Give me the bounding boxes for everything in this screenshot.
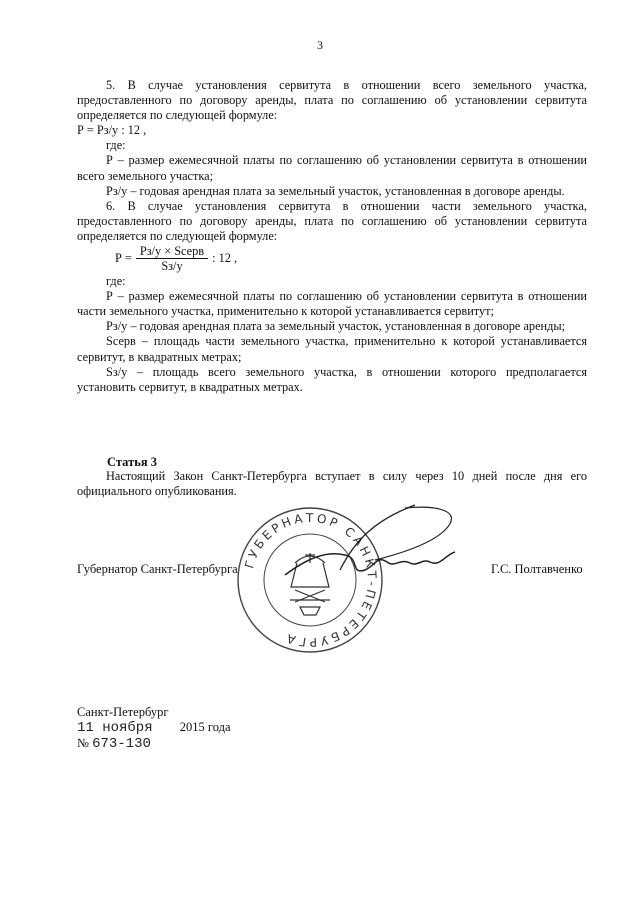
place-of-signing: Санкт-Петербург xyxy=(77,705,169,719)
clause-6-def-rzu: Рз/у – годовая арендная плата за земельный участок, установленная в договоре аренды; xyxy=(106,319,566,334)
clause-5-def-p: Р – размер ежемесячной платы по соглашению об установлении сервитута в отношении всего земельного участка; xyxy=(77,153,587,183)
law-number xyxy=(77,736,151,752)
clause-5-text: 5. В случае установления сервитута в отношении всего земельного участка, предоставленного по договору аренды, плата по соглашению об установлении сервитута определяется по следующей формуле: xyxy=(77,78,587,123)
clause-6-def-szu: Sз/у – площадь всего земельного участка, в отношении которого предполагается установить сервитут, в квадратных метрах. xyxy=(77,364,587,394)
article-3-text xyxy=(77,469,587,499)
clause-5-where: где: xyxy=(106,138,126,153)
main-text xyxy=(77,78,587,395)
signatory-position: Губернатор Санкт-Петербурга xyxy=(77,562,238,576)
article-3-body: Настоящий Закон Санкт-Петербурга вступает в силу через 10 дней после дня его официального опубликования. xyxy=(77,469,587,499)
formula-tail: : 12 , xyxy=(212,251,238,266)
date-day-month: 11 ноября xyxy=(77,720,153,736)
signing-date xyxy=(77,720,231,736)
clause-6-formula xyxy=(115,244,587,274)
page-number: 3 xyxy=(317,38,323,52)
clause-6-text: 6. В случае установления сервитута в отношении части земельного участка, предоставленного по договору аренды, плата по соглашению об установлении сервитута определяется по следующей формуле: xyxy=(77,198,587,243)
handwritten-signature-icon xyxy=(265,500,475,600)
clause-6-where: где: xyxy=(106,274,126,289)
svg-text:ГУБЕРНАТОР САНКТ-ПЕТЕРБУРГА: ГУБЕРНАТОР САНКТ-ПЕТЕРБУРГА xyxy=(242,510,380,650)
formula-numerator: Рз/у × Sсерв xyxy=(136,245,208,259)
clause-6-def-p: Р – размер ежемесячной платы по соглашению об установлении сервитута в отношении части земельного участка, применительно к которой устанавливается сервитут; xyxy=(77,289,587,319)
number-prefix: № xyxy=(77,736,89,750)
clause-5-def-rzu: Рз/у – годовая арендная плата за земельный участок, установленная в договоре аренды. xyxy=(106,183,565,198)
formula-fraction xyxy=(136,245,208,273)
number-value: 673-130 xyxy=(92,736,151,752)
date-year: 2015 года xyxy=(179,720,231,734)
signatory-name: Г.С. Полтавченко xyxy=(491,562,583,576)
formula-denominator: Sз/у xyxy=(161,259,183,274)
formula-lhs: Р = xyxy=(115,251,132,266)
article-3-title: Статья 3 xyxy=(107,455,157,469)
clause-5-formula: Р = Рз/у : 12 , xyxy=(77,123,147,138)
clause-6-def-sserv: Sсерв – площадь части земельного участка, применительно к которой устанавливается сервитут, в квадратных метрах; xyxy=(77,334,587,364)
